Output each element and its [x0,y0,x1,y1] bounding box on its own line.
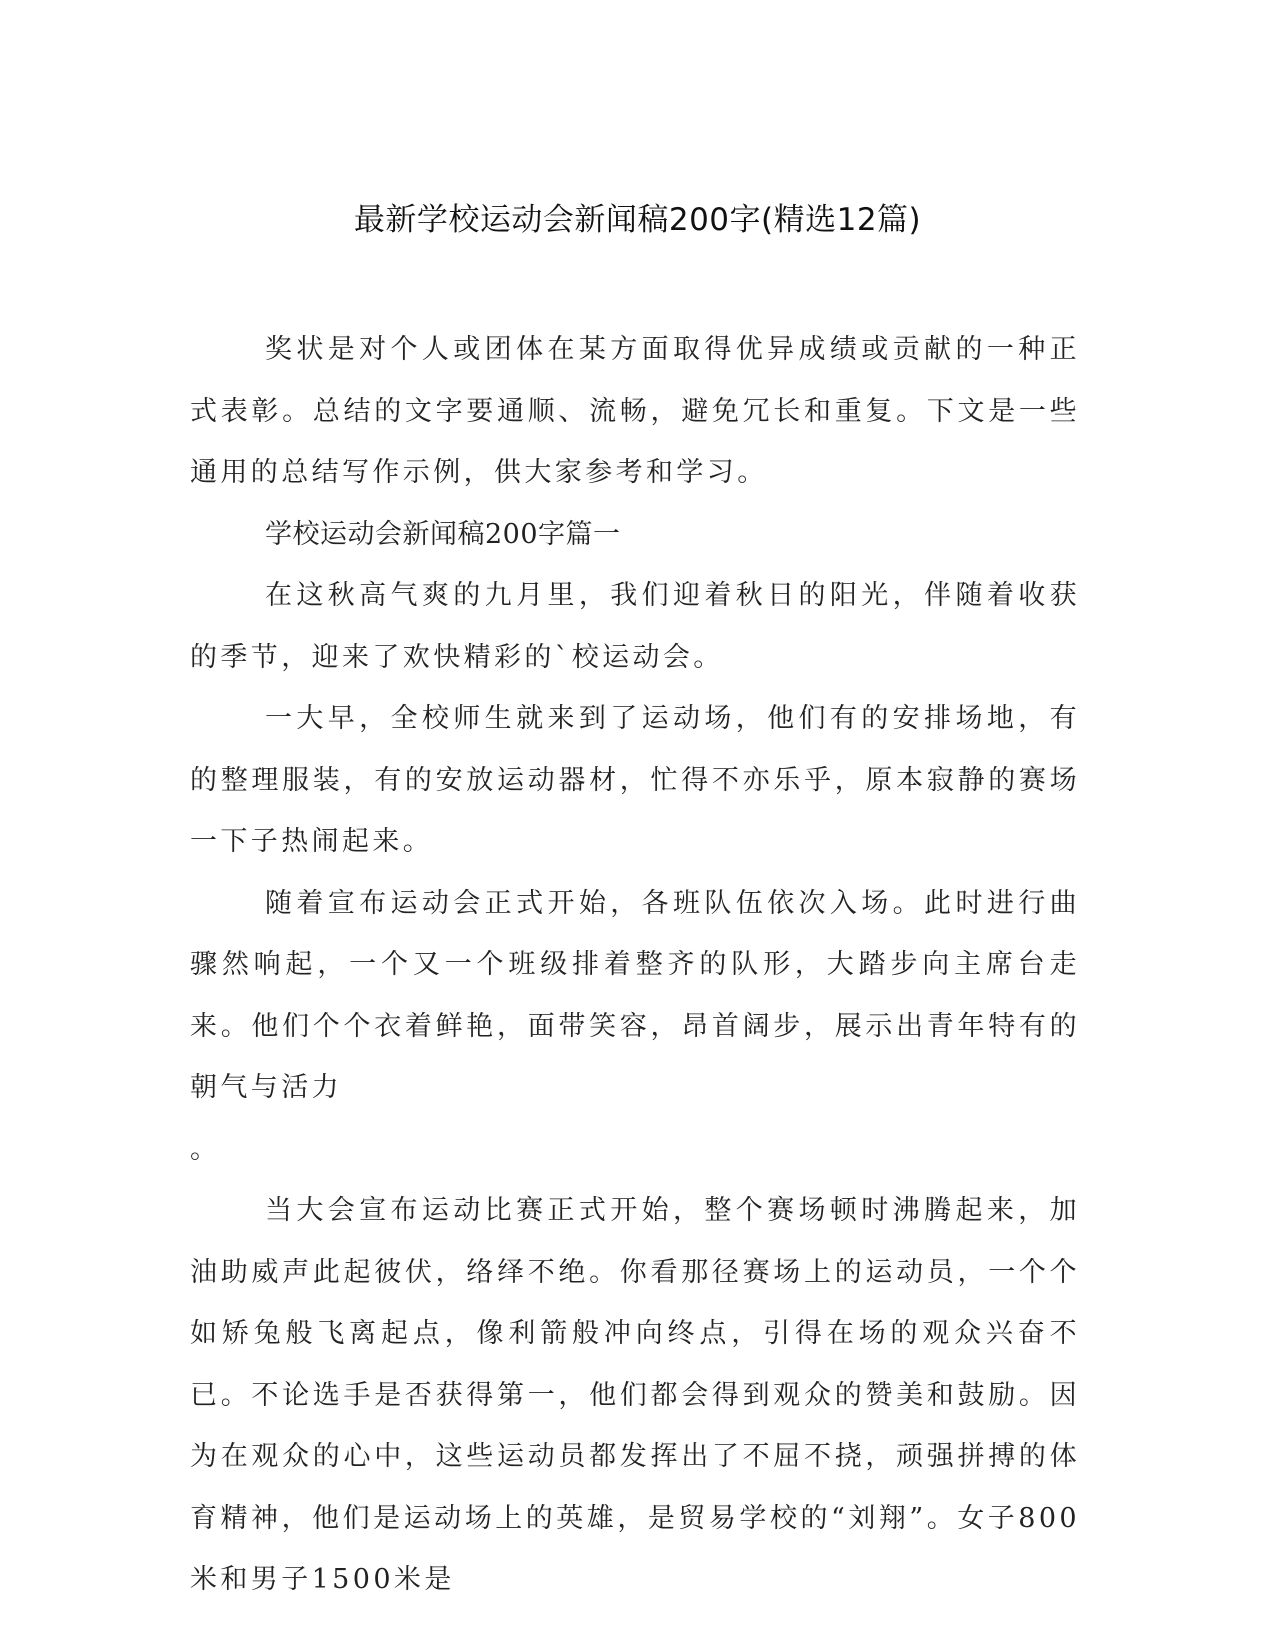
paragraph-trailing-period: 。 [190,1133,217,1165]
paragraph-autumn: 在这秋高气爽的九月里，我们迎着秋日的阳光，伴随着收获的季节，迎来了欢快精彩的`校运动会。 [190,580,1080,673]
section-heading: 学校运动会新闻稿200字篇一 [265,518,621,550]
document-body [190,319,1080,1611]
page-title: 最新学校运动会新闻稿200字(精选12篇) [353,202,922,238]
paragraph-intro: 奖状是对个人或团体在某方面取得优异成绩或贡献的一种正式表彰。总结的文字要通顺、流畅，避免冗长和重复。下文是一些通用的总结写作示例，供大家参考和学习。 [190,334,1080,488]
paragraph-opening-parade: 随着宣布运动会正式开始，各班队伍依次入场。此时进行曲骤然响起，一个又一个班级排着整齐的队形，大踏步向主席台走来。他们个个衣着鲜艳，面带笑容，昂首阔步，展示出青年特有的朝气与活力 [190,887,1080,1103]
paragraph-competition: 当大会宣布运动比赛正式开始，整个赛场顿时沸腾起来，加油助威声此起彼伏，络绎不绝。你看那径赛场上的运动员，一个个如矫兔般飞离起点，像利箭般冲向终点，引得在场的观众兴奋不已。不论选手是否获得第一，他们都会得到观众的赞美和鼓励。因为在观众的心中，这些运动员都发挥出了不屈不挠，顽强拼搏的体育精神，他们是运动场上的英雄，是贸易学校的“刘翔”。女子800米和男子1500米是 [190,1195,1080,1595]
paragraph-morning: 一大早，全校师生就来到了运动场，他们有的安排场地，有的整理服装，有的安放运动器材，忙得不亦乐乎，原本寂静的赛场一下子热闹起来。 [190,703,1080,857]
